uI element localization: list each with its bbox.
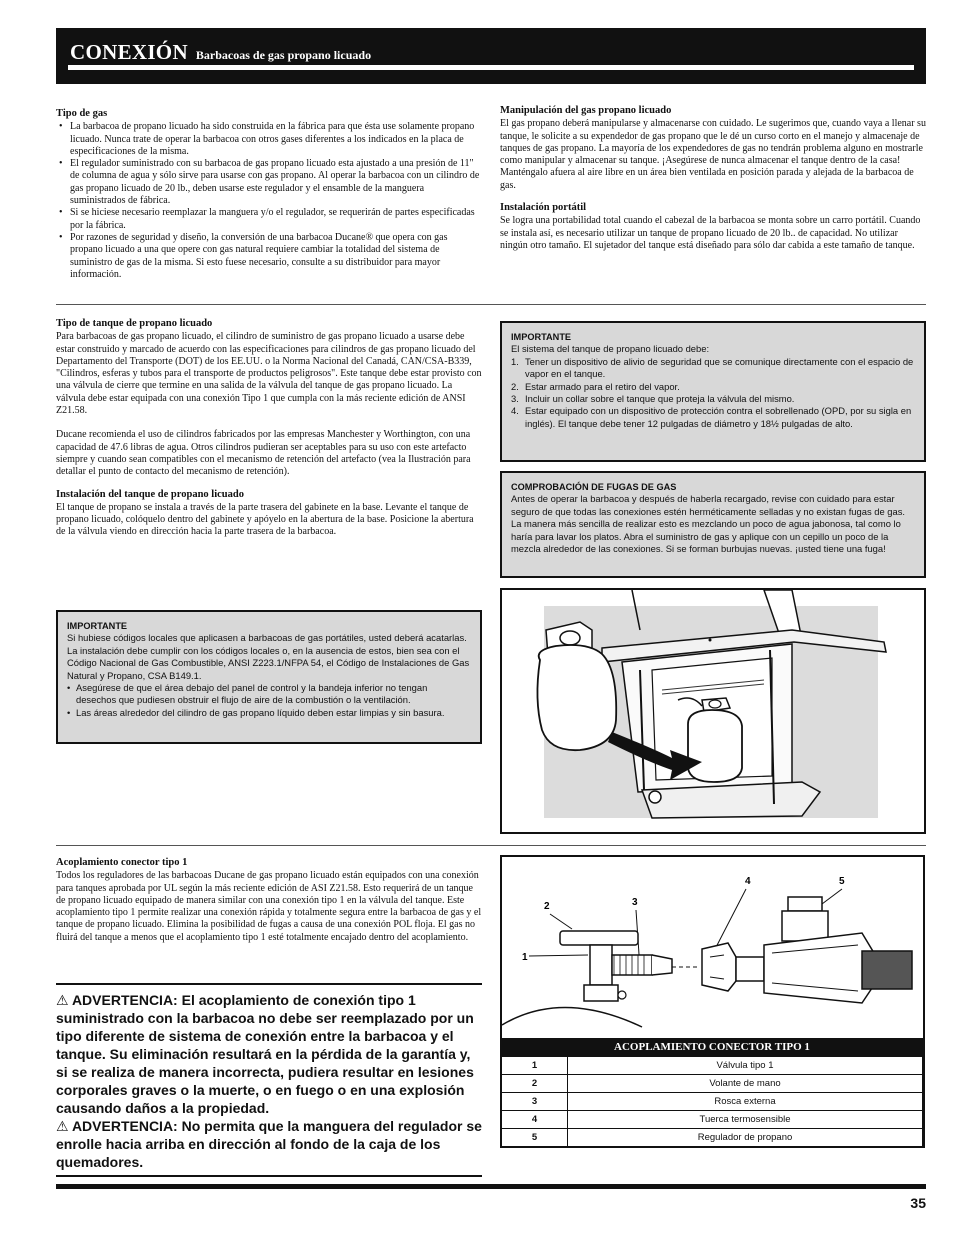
item-number: 1. xyxy=(511,355,519,367)
part-label: Regulador de propano xyxy=(568,1128,923,1146)
tank-type-section xyxy=(56,318,482,539)
section-divider xyxy=(56,845,926,846)
callout-5: 5 xyxy=(839,876,845,887)
warning-text: ADVERTENCIA: No permita que la manguera del regulador se enrolle hacia arriba en dirección al fondo de la caja de los quemadores. xyxy=(56,1118,482,1170)
important-item xyxy=(511,393,914,405)
important-tank-box xyxy=(500,321,926,462)
important-heading: IMPORTANTE xyxy=(511,332,572,342)
important-item xyxy=(511,356,914,381)
item-text: Estar equipado con un dispositivo de protección contra el sobrellenado (OPD, por su sigla en inglés). El tanque debe tener 12 pulgadas de diámetro y 18½ pulgadas de alto. xyxy=(525,405,912,429)
tank-type-paragraph: Ducane recomienda el uso de cilindros fabricados por las empresas Manchester y Worthington, con una capacidad de 47.6 libras de agua. Otros cilindros pudieran ser aceptables para su uso con este artefacto siempre y cuando sean compatibles con el mecanismo de retención del artefacto (vea la Ilustración para detallar el punto de contacto del mecanismo de retención). xyxy=(56,429,471,478)
gas-type-heading: Tipo de gas xyxy=(56,108,108,119)
header-title-line xyxy=(70,40,371,65)
part-number: 2 xyxy=(502,1074,568,1092)
coupling-diagram-svg xyxy=(502,857,923,1037)
leader-line xyxy=(550,914,572,929)
item-text: Incluir un collar sobre el tanque que proteja la válvula del mismo. xyxy=(525,393,795,405)
page-subtitle: Barbacoas de gas propano licuado xyxy=(195,48,372,62)
table-row xyxy=(502,1110,923,1128)
propane-regulator xyxy=(764,897,912,1003)
important-heading: IMPORTANTE xyxy=(67,621,128,631)
important-item xyxy=(511,381,914,393)
gas-type-bullet: • Por razones de seguridad y diseño, la conversión de una barbacoa Ducane® que opera con gas propano licuado a una que opere con gas natural requiere cambiar la totalidad del sistema de suministro de gas de la misma. Si esto fuese necesario, consulte a su distribuidor para mayor información. xyxy=(56,232,482,281)
handling-heading: Manipulación del gas propano licuado xyxy=(500,105,672,116)
gas-type-bullet: • Si se hiciese necesario reemplazar la manguera y/o el regulador, se requerirán de partes especificadas por la fábrica. xyxy=(56,207,482,232)
warning-triangle-icon: ⚠ xyxy=(56,1118,69,1134)
leak-check-text: Antes de operar la barbacoa y después de haberla recargado, revise con cuidado para estar seguro de que todas las conexiones estén herméticamente selladas y no existan fugas de gas. La manera más sencilla de realizar esto es mezclando un poco de agua jabonosa, tal como lo haría para lavar los platos. Abra el suministro de gas y aplique con un cepillo un poco de la mezcla alrededor de las conexiones. Si se forman burbujas nuevas. ¡usted tiene una fuga! xyxy=(511,493,905,555)
part-number: 3 xyxy=(502,1092,568,1110)
part-label: Rosca externa xyxy=(568,1092,923,1110)
part-label: Válvula tipo 1 xyxy=(568,1056,923,1074)
important-text: Si hubiese códigos locales que aplicasen a barbacoas de gas portátiles, usted deberá acatarlas. La instalación debe cumplir con los códigos locales o, en la ausencia de estos, bien sea con el Código Nacional de Gas Combustible, ANSI Z223.1/NFPA 54, el Código de Instalaciones de Gas Natural y Propano, CSA B149.1. xyxy=(67,632,470,681)
item-number: 3. xyxy=(511,393,519,405)
table-row xyxy=(502,1092,923,1110)
item-number: 2. xyxy=(511,380,519,392)
warning-block xyxy=(56,983,482,1177)
table-header-row xyxy=(502,1038,923,1056)
section-header xyxy=(56,28,926,84)
grill-tank-illustration xyxy=(500,588,926,834)
caster-wheel xyxy=(649,791,661,803)
gas-type-section xyxy=(56,108,482,281)
page-title: CONEXIÓN xyxy=(70,40,188,64)
warning-paragraph xyxy=(56,1117,482,1171)
section-divider xyxy=(56,304,926,305)
type1-valve xyxy=(560,931,672,1001)
tank-dome xyxy=(502,1007,642,1027)
coupling-section xyxy=(56,857,482,944)
warning-triangle-icon: ⚠ xyxy=(56,992,69,1008)
knob-dot xyxy=(709,639,712,642)
coupling-parts-table xyxy=(501,1038,923,1147)
callout-2: 2 xyxy=(544,901,550,912)
gas-type-bullet: • La barbacoa de propano licuado ha sido construida en la fábrica para que ésta use solamente propano licuado. Nunca trate de operar la barbacoa con otros gases diferentes a los indicados en la placa de especificaciones de la misma. xyxy=(56,121,482,158)
handling-text: El gas propano deberá manipularse y almacenarse con cuidado. Le sugerimos que, cuando vaya a llenar su tanque, le solicite a su expendedor de gas propano que le dé un curso corto en el manejo y almacenaje de tanques de gas propano. La mayoría de los expendedores de gas no tendrán problema alguno en mostrarle como manipular y almacenar su tanque. ¡Asegúrese de nunca almacenar el tanque dentro de la casa! Manténgalo afuera al aire libre en un área bien ventilada en posición parada y alejada de la barbacoa de gas. xyxy=(500,118,926,191)
tank-install-heading: Instalación del tanque de propano licuado xyxy=(56,488,244,500)
header-rule xyxy=(68,65,914,70)
item-number: 4. xyxy=(511,405,519,417)
leak-check-box xyxy=(500,471,926,578)
callout-4: 4 xyxy=(745,876,751,887)
warning-text: ADVERTENCIA: El acoplamiento de conexión tipo 1 suministrado con la barbacoa no debe ser reemplazado por un tipo diferente de sistema de conexión entre la barbacoa y el tanque. Su eliminación resultará en la pérdida de la garantía y, si se realiza de manera incorrecta, pudiera resultar en lesiones corporales graves o la muerte, o en fuego o en una explosión causando daños a la propiedad. xyxy=(56,992,474,1116)
table-row xyxy=(502,1128,923,1146)
important-intro: El sistema del tanque de propano licuado debe: xyxy=(511,343,710,355)
important-bullet: • Asegúrese de que el área debajo del panel de control y la bandeja inferior no tengan desechos que pudiesen obstruir el flujo de aire de la combustión o la ventilación. xyxy=(67,682,470,707)
important-local-codes-box xyxy=(56,610,482,744)
coupling-heading: Acoplamiento conector tipo 1 xyxy=(56,857,188,868)
part-number: 1 xyxy=(502,1056,568,1074)
portable-heading: Instalación portátil xyxy=(500,202,587,214)
table-title: ACOPLAMIENTO CONECTOR TIPO 1 xyxy=(502,1038,923,1056)
tank-install-text: El tanque de propano se instala a través de la parte trasera del gabinete en la base. Levante el tanque de propano licuado, colóquelo dentro del gabinete y apóyelo en la abertura de la base. Posicione la abertura de la válvula viendo en dirección hacia la parte trasera de la barbacoa. xyxy=(56,501,474,538)
page-number: 35 xyxy=(910,1195,926,1211)
grill-illustration-svg xyxy=(502,590,924,832)
coupling-text: Todos los reguladores de las barbacoas Ducane de gas propano licuado están equipados con una conexión para tanques aprobada por UL según la más reciente edición de ASI Z21.58. Esto requerirá de un tanque de propano licuado equipado de manera similar con una conexión tipo 1 en la válvula del tanque. Este acoplamiento tipo 1 permite realizar una conexión rápida y totalmente segura entre la barbacoa de gas y el tanque de propano licuado. Elimina la posibilidad de fugas a causa de una conexión POL floja. El gas no fluirá del tanque a menos que el acoplamiento tipo 1 esté totalmente encajado dentro del acoplamiento. xyxy=(56,870,482,943)
leak-check-heading: COMPROBACIÓN DE FUGAS DE GAS xyxy=(511,482,677,492)
important-bullet: • Las áreas alrededor del cilindro de gas propano líquido deben estar limpias y sin basura. xyxy=(67,707,470,719)
callout-1: 1 xyxy=(522,952,528,963)
important-item xyxy=(511,405,914,430)
part-number: 5 xyxy=(502,1128,568,1146)
table-row xyxy=(502,1056,923,1074)
leader-line xyxy=(529,955,588,956)
handling-section xyxy=(500,105,926,252)
warning-paragraph xyxy=(56,991,482,1117)
item-text: Estar armado para el retiro del vapor. xyxy=(525,380,680,392)
portable-text: Se logra una portabilidad total cuando el cabezal de la barbacoa se monta sobre un carro portátil. Cuando se instala así, es necesario utilizar un tanque de propano licuado de 20 lb.. de capacidad. No utilizar ningún otro tamaño. El sujetador del tanque está diseñado para sólo dar cabida a este tamaño de tanque. xyxy=(500,215,921,251)
gas-type-bullet: • El regulador suministrado con su barbacoa de gas propano licuado esta ajustado a una presión de 11" de columna de agua y sólo sirve para usarse con gas propano. Al operar la barbacoa con un cilindro de gas propano licuado de 20 lb., deben usarse este regulador y el ensamble de la manguera suministrados de fábrica. xyxy=(56,158,482,207)
part-label: Volante de mano xyxy=(568,1074,923,1092)
part-number: 4 xyxy=(502,1110,568,1128)
tank-type-paragraph: Para barbacoas de gas propano licuado, el cilindro de suministro de gas propano licuado a usarse debe estar construido y marcado de acuerdo con las especificaciones para cilindros de gas propano licuado del Departamento del Transporte (DOT) de los EE.UU. o la Norma Nacional del Canadá, CAN/CSA-B339, "Cilindros, esferas y tubos para el transporte de productos peligrosos". Este tanque debe estar provisto con una válvula de cierre que termine en una salida de la válvula del tanque de gas propano licuado. La válvula debe estar equipada con una conexión Tipo 1 que cumpla con la más reciente edición de ANSI Z21.58. xyxy=(56,331,482,417)
table-row xyxy=(502,1074,923,1092)
callout-3: 3 xyxy=(632,897,638,908)
footer-bar xyxy=(56,1184,926,1189)
part-label: Tuerca termosensible xyxy=(568,1110,923,1128)
thermal-nut xyxy=(702,943,764,991)
tank-type-heading: Tipo de tanque de propano licuado xyxy=(56,318,213,329)
item-text: Tener un dispositivo de alivio de seguridad que se comunique directamente con el espacio de vapor en el tanque. xyxy=(525,355,914,380)
